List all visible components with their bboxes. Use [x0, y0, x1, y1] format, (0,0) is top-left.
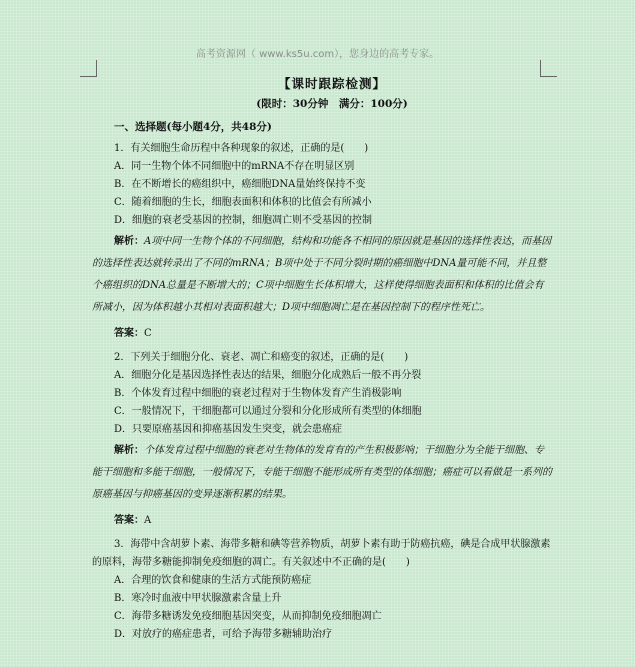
- question-stem: 1．有关细胞生命历程中各种现象的叙述，正确的是( ): [114, 143, 369, 154]
- option-c: C．随着细胞的生长，细胞表面积和体积的比值会有所减小: [114, 197, 372, 208]
- question-stem: 3．海带中含胡萝卜素、海带多糖和碘等营养物质，胡萝卜素有助于防癌抗癌，碘是合成甲状腺激素的原料，海带多糖能抑制免疫细胞的凋亡。有关叙述中不正确的是( ): [92, 539, 551, 568]
- option-a: A．同一生物个体不同细胞中的mRNA不存在明显区别: [114, 161, 355, 172]
- option-a: A．细胞分化是基因选择性表达的结果，细胞分化成熟后一般不再分裂: [114, 370, 422, 381]
- page-title: 【课时跟踪检测】: [277, 76, 386, 91]
- section-heading: 一、选择题(每小题4分，共48分): [114, 121, 272, 133]
- option-c: C．一般情况下，干细胞都可以通过分裂和分化形成所有类型的体细胞: [114, 406, 422, 417]
- analysis: [92, 440, 552, 506]
- answer-label: 答案：: [114, 515, 144, 526]
- option-b: B．在不断增长的癌组织中，癌细胞DNA量始终保持不变: [114, 179, 366, 190]
- option-c: C．海带多糖诱发免疫细胞基因突变，从而抑制免疫细胞凋亡: [114, 611, 382, 622]
- analysis-label: 解析：: [114, 445, 144, 456]
- analysis-text: 个体发育过程中细胞的衰老对生物体的发育有的产生积极影响；干细胞分为全能干细胞、专能干细胞和多能干细胞，一般情况下，专能干细胞不能形成所有类型的体细胞；癌症可以看做是一系列的原癌基因与抑癌基因的变异逐渐积累的结果。: [92, 445, 552, 500]
- option-b: B．个体发育过程中细胞的衰老过程对于生物体发育产生消极影响: [114, 388, 402, 399]
- answer-label: 答案：: [114, 328, 144, 339]
- answer-value: A: [144, 515, 152, 526]
- answer: [114, 512, 552, 530]
- question-2: [92, 349, 552, 530]
- header-note: 高考资源网（ www.ks5u.com），您身边的高考专家。: [195, 49, 440, 60]
- question-1: [92, 140, 552, 343]
- answer-value: C: [144, 328, 152, 339]
- answer: [114, 325, 552, 343]
- analysis-text: A项中同一生物个体的不同细胞，结构和功能各不相同的原因就是基因的选择性表达，而基因的选择性表达就转录出了不同的mRNA；B项中处于不同分裂时期的癌细胞中DNA量可能不同，并且整个癌组织的DNA总量是不断增大的；C项中细胞生长体积增大，这样使得细胞表面积和体积的比值会有所减小，因为体积越小其相对表面积越大；D项中细胞凋亡是在基因控制下的程序性死亡。: [92, 236, 552, 313]
- question-stem: 2．下列关于细胞分化、衰老、凋亡和癌变的叙述，正确的是( ): [114, 352, 409, 363]
- option-d: D．细胞的衰老受基因的控制，细胞凋亡则不受基因的控制: [114, 215, 373, 226]
- option-a: A．合理的饮食和健康的生活方式能预防癌症: [114, 575, 312, 586]
- option-d: D．对放疗的癌症患者，可给予海带多糖辅助治疗: [114, 629, 333, 640]
- analysis-label: 解析：: [114, 236, 144, 247]
- question-3: [92, 536, 552, 644]
- analysis: [92, 231, 552, 319]
- option-b: B．寒冷时血液中甲状腺激素含量上升: [114, 593, 282, 604]
- document-body: [92, 74, 552, 644]
- time-score-note: (限时：30分钟 满分：100分): [256, 98, 408, 110]
- option-d: D．只要原癌基因和抑癌基因发生突变，就会患癌症: [114, 424, 343, 435]
